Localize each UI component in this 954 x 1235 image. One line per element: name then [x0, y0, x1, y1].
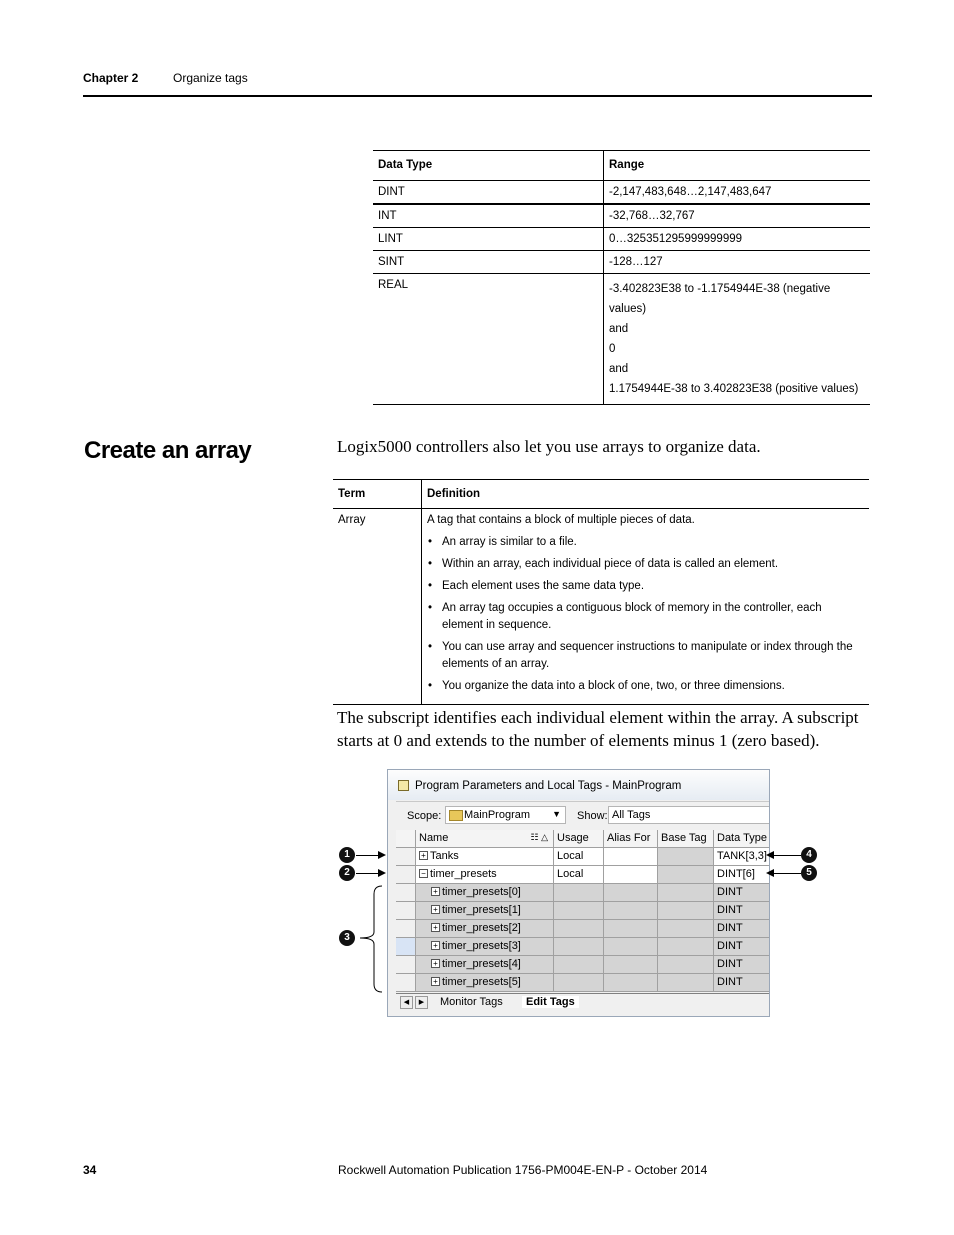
table-row: [373, 228, 870, 251]
range-cell: [604, 274, 871, 405]
sort-icon: ☷ △: [530, 832, 548, 842]
window-icon: [398, 780, 409, 791]
arrow-icon: [378, 851, 386, 859]
tag-name: timer_presets[4]: [442, 958, 521, 970]
window-titlebar: [388, 770, 770, 800]
intro-paragraph: Logix5000 controllers also let you use arrays to organize data.: [337, 437, 761, 456]
tag-name: Tanks: [430, 850, 459, 862]
definition-text: A tag that contains a block of multiple pieces of data.: [427, 514, 695, 526]
tab-edit-tags[interactable]: Edit Tags: [522, 996, 579, 1008]
callout-4: 4: [801, 847, 817, 863]
range-cell: -128…127: [604, 251, 871, 274]
base-tag-cell: [658, 974, 714, 992]
row-selector[interactable]: [396, 866, 416, 884]
scroll-left-icon[interactable]: ◀: [400, 996, 413, 1009]
range-line: 0: [609, 343, 616, 355]
data-type-cell[interactable]: DINT[6]: [714, 866, 770, 884]
range-line: -3.402823E38 to -1.1754944E-38 (negative values): [609, 283, 831, 315]
column-header: Term: [333, 480, 422, 509]
column-header-alias-for[interactable]: Alias For: [604, 830, 658, 848]
row-selector[interactable]: [396, 956, 416, 974]
table-header-row: [373, 151, 870, 181]
chapter-label: Chapter 2: [83, 71, 139, 85]
scroll-right-icon[interactable]: ▶: [415, 996, 428, 1009]
tag-name-cell[interactable]: [416, 866, 554, 884]
base-tag-cell: [658, 938, 714, 956]
row-selector[interactable]: [396, 848, 416, 866]
column-header-usage[interactable]: Usage: [554, 830, 604, 848]
expand-icon[interactable]: +: [431, 941, 440, 950]
alias-cell: [604, 938, 658, 956]
row-selector[interactable]: [396, 920, 416, 938]
callout-5: 5: [801, 865, 817, 881]
data-type-cell: DINT: [714, 884, 770, 902]
table-row: [373, 251, 870, 274]
list-item: • An array tag occupies a contiguous block of memory in the controller, each element in sequence.: [442, 600, 864, 634]
expand-icon[interactable]: +: [431, 959, 440, 968]
tag-name: timer_presets[1]: [442, 904, 521, 916]
data-type-cell: DINT: [714, 974, 770, 992]
tag-name-cell[interactable]: [416, 884, 554, 902]
sheet-tabs: [396, 993, 770, 1012]
base-tag-cell: [658, 848, 714, 866]
list-item: • You organize the data into a block of one, two, or three dimensions.: [442, 678, 864, 695]
callout-1: 1: [339, 847, 355, 863]
range-cell: -2,147,483,648…2,147,483,647: [604, 181, 871, 205]
table-row: [333, 509, 869, 705]
window-title: Program Parameters and Local Tags - MainProgram: [415, 780, 682, 792]
expand-icon[interactable]: +: [431, 905, 440, 914]
data-type-cell: DINT: [714, 956, 770, 974]
data-type-cell: DINT: [714, 902, 770, 920]
tag-name-cell[interactable]: [416, 974, 554, 992]
scope-dropdown[interactable]: [445, 806, 566, 824]
tag-name: timer_presets: [430, 868, 497, 880]
base-tag-cell: [658, 920, 714, 938]
range-line: and: [609, 323, 629, 335]
tag-name: timer_presets[2]: [442, 922, 521, 934]
usage-cell[interactable]: Local: [554, 848, 604, 866]
base-tag-cell: [658, 866, 714, 884]
tag-name: timer_presets[0]: [442, 886, 521, 898]
chapter-title: Organize tags: [173, 71, 248, 85]
tag-name-cell[interactable]: [416, 920, 554, 938]
show-label: Show:: [577, 810, 608, 822]
row-selector[interactable]: [396, 884, 416, 902]
subscript-paragraph: The subscript identifies each individual element within the array. A subscript starts at 0 and extends to the number of elements minus 1 (zero based).: [337, 708, 859, 750]
scope-toolbar: [396, 801, 770, 830]
usage-cell: [554, 938, 604, 956]
show-filter[interactable]: [608, 806, 770, 824]
column-header: Definition: [422, 480, 870, 509]
list-item: • Within an array, each individual piece of data is called an element.: [442, 556, 864, 573]
column-header: Range: [604, 151, 871, 181]
column-header-base-tag[interactable]: Base Tag: [658, 830, 714, 848]
term-cell: Array: [333, 509, 422, 705]
table-row: [373, 181, 870, 205]
data-type-cell[interactable]: TANK[3,3]: [714, 848, 770, 866]
tag-editor-screenshot: [387, 769, 770, 1017]
table-header-row: [333, 480, 869, 509]
tab-monitor-tags[interactable]: Monitor Tags: [440, 996, 503, 1008]
callout-line: [356, 873, 380, 874]
usage-cell: [554, 902, 604, 920]
tag-name-cell[interactable]: [416, 902, 554, 920]
arrow-icon: [378, 869, 386, 877]
data-type-cell: DINT: [373, 181, 604, 205]
row-selector[interactable]: [396, 902, 416, 920]
definition-cell: [422, 509, 870, 705]
tag-name: timer_presets[5]: [442, 976, 521, 988]
alias-cell[interactable]: [604, 848, 658, 866]
callout-line: [772, 873, 801, 874]
data-type-cell: SINT: [373, 251, 604, 274]
column-header-label: Name: [419, 832, 449, 844]
list-item: • Each element uses the same data type.: [442, 578, 864, 595]
tag-name: timer_presets[3]: [442, 940, 521, 952]
base-tag-cell: [658, 902, 714, 920]
table-row: [373, 204, 870, 228]
usage-cell[interactable]: Local: [554, 866, 604, 884]
row-selector-header: [396, 830, 416, 848]
row-selector[interactable]: [396, 938, 416, 956]
data-type-cell: DINT: [714, 938, 770, 956]
tag-name-cell[interactable]: [416, 938, 554, 956]
tag-name-cell[interactable]: [416, 956, 554, 974]
alias-cell: [604, 974, 658, 992]
page-number: 34: [83, 1163, 97, 1177]
range-line: and: [609, 363, 629, 375]
column-header: Data Type: [373, 151, 604, 181]
header-rule: [83, 95, 872, 97]
range-cell: 0…325351295999999999: [604, 228, 871, 251]
expand-icon[interactable]: +: [431, 887, 440, 896]
column-header-name[interactable]: [416, 830, 554, 848]
publication-info: Rockwell Automation Publication 1756-PM004E-EN-P - October 2014: [338, 1163, 708, 1177]
tag-name-cell[interactable]: [416, 848, 554, 866]
scope-label: Scope:: [407, 810, 442, 822]
table-row: [373, 274, 870, 405]
expand-icon[interactable]: +: [431, 977, 440, 986]
usage-cell: [554, 974, 604, 992]
list-item: • You can use array and sequencer instructions to manipulate or index through the elements of an array.: [442, 639, 864, 673]
term-definition-table: [333, 479, 869, 705]
folder-icon: [449, 810, 463, 821]
callout-line: [772, 855, 801, 856]
usage-cell: [554, 884, 604, 902]
callout-3: 3: [339, 930, 355, 946]
range-cell: -32,768…32,767: [604, 204, 871, 228]
range-line: 1.1754944E-38 to 3.402823E38 (positive values): [609, 383, 859, 395]
data-type-cell: INT: [373, 204, 604, 228]
usage-cell: [554, 956, 604, 974]
base-tag-cell: [658, 956, 714, 974]
list-item: • An array is similar to a file.: [442, 534, 864, 551]
alias-cell: [604, 956, 658, 974]
show-value: All Tags: [612, 809, 651, 821]
row-selector[interactable]: [396, 974, 416, 992]
chevron-down-icon: ▼: [552, 809, 561, 819]
alias-cell: [604, 884, 658, 902]
alias-cell: [604, 920, 658, 938]
column-header-data-type[interactable]: Data Type: [714, 830, 770, 848]
bracket-icon: [356, 884, 384, 994]
alias-cell: [604, 902, 658, 920]
collapse-icon[interactable]: −: [419, 869, 428, 878]
data-type-cell: REAL: [373, 274, 604, 405]
callout-line: [356, 855, 380, 856]
data-type-range-table: [373, 150, 870, 405]
usage-cell: [554, 920, 604, 938]
section-heading: Create an array: [84, 437, 252, 464]
expand-icon[interactable]: +: [419, 851, 428, 860]
alias-cell[interactable]: [604, 866, 658, 884]
definition-bullets: [427, 534, 864, 695]
expand-icon[interactable]: +: [431, 923, 440, 932]
data-type-cell: DINT: [714, 920, 770, 938]
data-type-cell: LINT: [373, 228, 604, 251]
callout-2: 2: [339, 865, 355, 881]
scope-value: MainProgram: [464, 809, 531, 821]
base-tag-cell: [658, 884, 714, 902]
